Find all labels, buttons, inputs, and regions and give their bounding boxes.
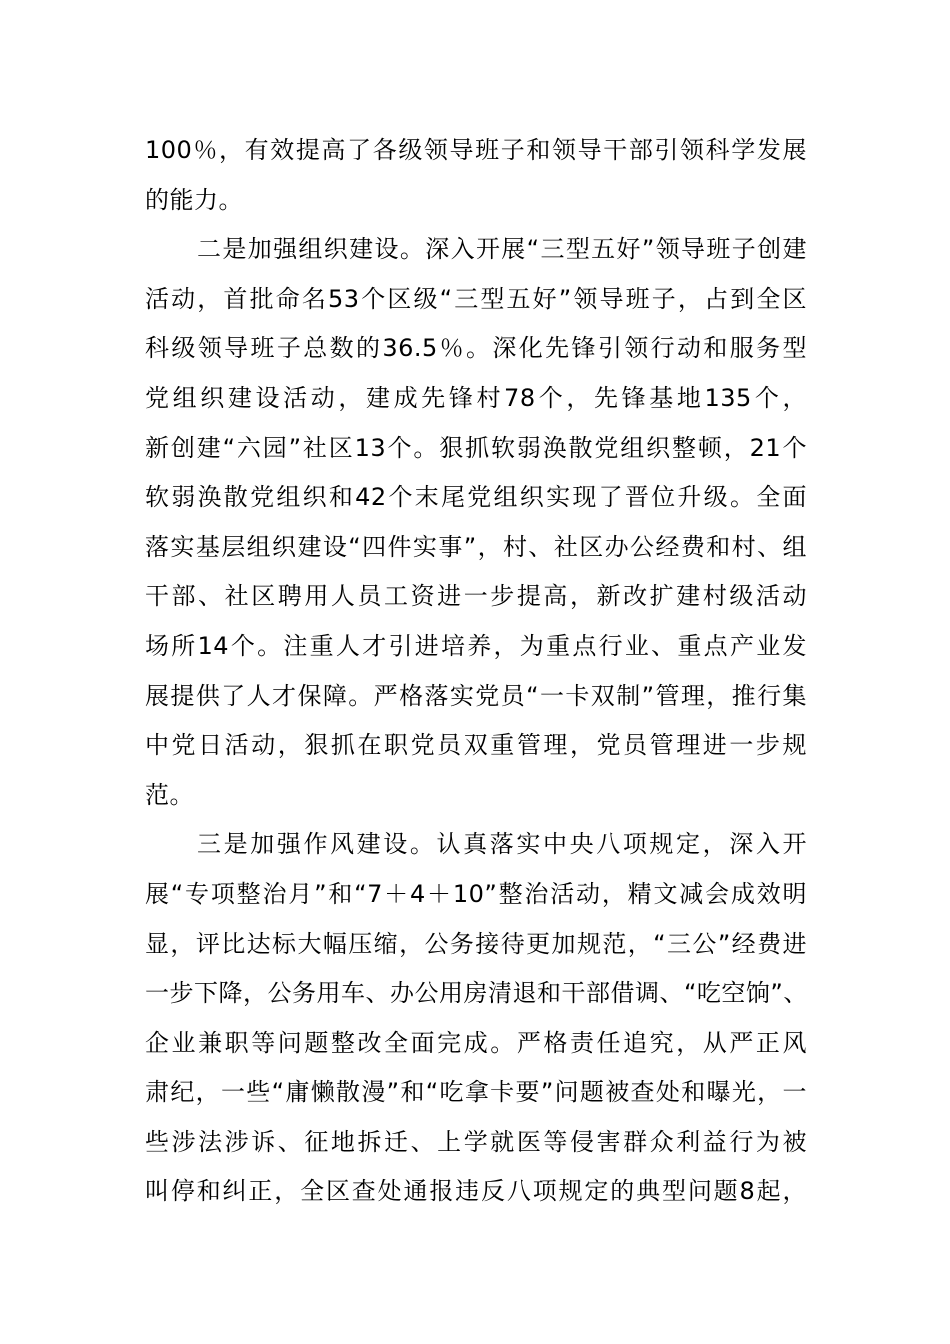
- text-line: 展提供了人才保障。严格落实党员“一卡双制”管理，推行集: [145, 681, 807, 710]
- paragraph-first-line: 三是加强作风建设。认真落实中央八项规定，深入开: [197, 830, 807, 859]
- text-line: 100％，有效提高了各级领导班子和领导干部引领科学发展: [145, 136, 807, 164]
- text-line: 党组织建设活动，建成先锋村78个，先锋基地135个，: [145, 383, 807, 412]
- text-line: 新创建“六园”社区13个。狠抓软弱涣散党组织整顿，21个: [145, 433, 807, 462]
- text-line: 科级领导班子总数的36.5％。深化先锋引领行动和服务型: [145, 334, 807, 363]
- text-line: 软弱涣散党组织和42个末尾党组织实现了晋位升级。全面: [145, 483, 807, 512]
- text-line: 企业兼职等问题整改全面完成。严格责任追究，从严正风: [145, 1028, 807, 1057]
- text-line: 落实基层组织建设“四件实事”，村、社区办公经费和村、组: [145, 532, 807, 561]
- document-body: [145, 126, 807, 1217]
- text-line: 显，评比达标大幅压缩，公务接待更加规范，“三公”经费进: [145, 929, 807, 958]
- text-line: 些涉法涉诉、征地拆迁、上学就医等侵害群众利益行为被: [145, 1127, 807, 1156]
- text-line: 中党日活动，狠抓在职党员双重管理，党员管理进一步规: [145, 731, 807, 760]
- text-line: 干部、社区聘用人员工资进一步提高，新改扩建村级活动: [145, 582, 807, 611]
- text-line: 活动，首批命名53个区级“三型五好”领导班子，占到全区: [145, 284, 807, 313]
- text-line: 展“专项整治月”和“7＋4＋10”整治活动，精文减会成效明: [145, 879, 807, 908]
- text-line: 范。: [145, 780, 194, 809]
- text-line: 场所14个。注重人才引进培养，为重点行业、重点产业发: [145, 631, 807, 660]
- text-line: 肃纪，一些“庸懒散漫”和“吃拿卡要”问题被查处和曝光，一: [145, 1078, 807, 1107]
- text-line: 的能力。: [145, 185, 243, 214]
- paragraph-first-line: 二是加强组织建设。深入开展“三型五好”领导班子创建: [197, 235, 807, 264]
- text-line: 一步下降，公务用车、办公用房清退和干部借调、“吃空饷”、: [145, 979, 808, 1008]
- text-line: 叫停和纠正，全区查处通报违反八项规定的典型问题8起，: [145, 1177, 807, 1206]
